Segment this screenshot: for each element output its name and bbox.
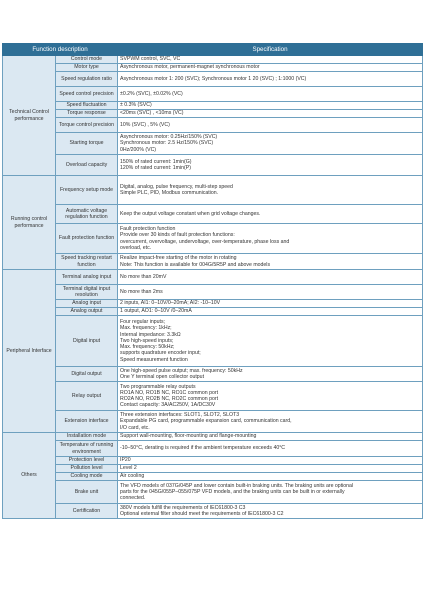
specification-cell xyxy=(118,87,423,102)
spec-line: SVPWM control, SVC, VC xyxy=(120,56,181,63)
table-row xyxy=(3,110,423,118)
specification-cell xyxy=(118,285,423,300)
specification-cell xyxy=(118,316,423,367)
spec-line: Support wall-mounting, floor-mounting and flange-mounting xyxy=(120,433,257,440)
table-row xyxy=(3,87,423,102)
table-row xyxy=(3,56,423,64)
function-name-cell: Digital input xyxy=(56,316,118,367)
function-name-cell: Frequency setup mode xyxy=(56,176,118,205)
function-name-cell: Installation mode xyxy=(56,433,118,441)
specification-cell xyxy=(118,155,423,176)
spec-line: Note: This function is available for 004G/5R5P and above models xyxy=(120,261,271,268)
table-row xyxy=(3,176,423,205)
category-cell: Others xyxy=(3,433,56,519)
function-name-cell: Protection level xyxy=(56,457,118,465)
function-name-cell: Certification xyxy=(56,504,118,519)
function-name-cell: Brake unit xyxy=(56,481,118,504)
specification-cell xyxy=(118,367,423,382)
function-name-cell: Torque control precision xyxy=(56,118,118,133)
specification-cell xyxy=(118,300,423,308)
specification-cell xyxy=(118,102,423,110)
specification-cell xyxy=(118,176,423,205)
specification-cell xyxy=(118,504,423,519)
specification-cell xyxy=(118,56,423,64)
function-name-cell: Cooling mode xyxy=(56,473,118,481)
table-row xyxy=(3,316,423,367)
spec-line: overcurrent, overvoltage, undervoltage, over-temperature, phase loss and xyxy=(120,238,290,245)
spec-line: 150% of rated current: 1min(G) xyxy=(120,158,192,165)
spec-line: Keep the output voltage constant when grid voltage changes. xyxy=(120,210,261,217)
function-name-cell: Analog input xyxy=(56,300,118,308)
spec-line: Max. frequency: 50kHz; xyxy=(120,344,175,351)
spec-line: 2 inputs, AI1: 0–10V/0–20mA; AI2: -10–10V xyxy=(120,300,221,307)
category-cell: Technical Control performance xyxy=(3,56,56,176)
function-name-cell: Speed tracking restart function xyxy=(56,254,118,270)
spec-line: Level 2 xyxy=(120,465,137,472)
specification-cell xyxy=(118,205,423,224)
table-row xyxy=(3,64,423,72)
table-row xyxy=(3,411,423,433)
spec-table-container xyxy=(2,43,422,519)
spec-line: One high-speed pulse output; max. frequency: 50kHz xyxy=(120,367,243,374)
spec-line: RO1A NO, RO1B NC, RO1C common port xyxy=(120,389,219,396)
spec-line: 1 output, AO1: 0–10V /0–20mA xyxy=(120,308,192,315)
table-row xyxy=(3,72,423,87)
table-row xyxy=(3,382,423,411)
specification-cell xyxy=(118,133,423,155)
table-row xyxy=(3,473,423,481)
table-row xyxy=(3,504,423,519)
spec-line: -10–50°C, derating is required if the ambient temperature exceeds 40°C xyxy=(120,445,286,452)
spec-line: 380V models fulfill the requirements of IEC61800-3 C3 xyxy=(120,504,246,511)
table-row xyxy=(3,367,423,382)
table-row xyxy=(3,300,423,308)
specification-cell xyxy=(118,465,423,473)
header-specification: Specification xyxy=(118,44,423,56)
function-name-cell: Speed control precision xyxy=(56,87,118,102)
specification-cell xyxy=(118,72,423,87)
header-function-description: Function description xyxy=(3,44,118,56)
function-name-cell: Digital output xyxy=(56,367,118,382)
table-body xyxy=(3,56,423,519)
spec-line: Realize impact-free starting of the motor in rotating xyxy=(120,255,237,262)
table-row xyxy=(3,308,423,316)
specification-cell xyxy=(118,270,423,285)
spec-line: Two high-speed inputs; xyxy=(120,337,174,344)
spec-line: I/O card, etc. xyxy=(120,424,150,431)
specification-cell xyxy=(118,308,423,316)
table-header-row xyxy=(3,44,423,56)
function-name-cell: Control mode xyxy=(56,56,118,64)
function-name-cell: Terminal digital input resolution xyxy=(56,285,118,300)
spec-line: 0Hz/200% (VC) xyxy=(120,146,157,153)
specification-cell xyxy=(118,224,423,254)
table-row xyxy=(3,465,423,473)
function-name-cell: Relay output xyxy=(56,382,118,411)
spec-line: 10% (SVC) , 5% (VC) xyxy=(120,121,170,128)
table-row xyxy=(3,441,423,457)
spec-line: Three extension interfaces: SLOT1, SLOT2, SLOT3 xyxy=(120,412,240,419)
category-cell: Peripheral Interface xyxy=(3,270,56,433)
table-row xyxy=(3,270,423,285)
spec-line: Optional external filter should meet the requirements of IEC61800-3 C2 xyxy=(120,511,284,517)
function-name-cell: Extension interface xyxy=(56,411,118,433)
specification-cell xyxy=(118,64,423,72)
function-name-cell: Speed fluctuation xyxy=(56,102,118,110)
function-name-cell: Starting torque xyxy=(56,133,118,155)
spec-line: Internal impedance: 3.3kΩ xyxy=(120,331,181,338)
spec-line: parts for the 045G/055P–055/075P VFD models, and the braking units can be built in or externally xyxy=(120,488,345,495)
spec-line: ± 0.3% (SVC) xyxy=(120,102,152,109)
spec-line: ±0.2% (SVC), ±0.02% (VC) xyxy=(120,90,183,97)
category-cell: Running control performance xyxy=(3,176,56,270)
spec-line: Speed measurement function xyxy=(120,356,188,363)
function-name-cell: Torque response xyxy=(56,110,118,118)
spec-line: IP20 xyxy=(120,457,131,464)
function-name-cell: Fault protection function xyxy=(56,224,118,254)
specification-cell xyxy=(118,441,423,457)
spec-line: No more than 2ms xyxy=(120,288,163,295)
function-name-cell: Overload capacity xyxy=(56,155,118,176)
specification-cell xyxy=(118,411,423,433)
spec-line: Max. frequency: 1kHz; xyxy=(120,325,172,332)
spec-line: connected. xyxy=(120,495,146,502)
specification-cell xyxy=(118,481,423,504)
table-row xyxy=(3,102,423,110)
function-name-cell: Motor type xyxy=(56,64,118,72)
function-name-cell: Speed regulation ratio xyxy=(56,72,118,87)
spec-line: Air cooling xyxy=(120,473,145,480)
spec-line: The VFD models of 037G/045P and lower contain built-in braking units. The braking units are optional xyxy=(120,482,354,489)
spec-line: 120% of rated current: 1min(P) xyxy=(120,165,191,171)
spec-line: Asynchronous motor: 0.25Hz/150% (SVC) xyxy=(120,134,218,141)
table-row xyxy=(3,133,423,155)
spec-line: One Y terminal open collector output xyxy=(120,374,205,380)
spec-line: Two programmable relay outputs xyxy=(120,383,196,390)
spec-line: RO2A NO, RO2B NC, RO2C common port xyxy=(120,396,219,402)
spec-line: <20ms (SVC) , <10ms (VC) xyxy=(120,110,184,117)
spec-line: No more than 20mV xyxy=(120,273,167,280)
spec-line: supports quadrature encoder input; xyxy=(120,350,201,357)
function-name-cell: Temperature of running environment xyxy=(56,441,118,457)
spec-line: Synchronous motor: 2.5 Hz/150% (SVC) xyxy=(120,140,214,147)
table-row xyxy=(3,118,423,133)
spec-line: Asynchronous motor 1: 200 (SVC); Synchronous motor 1 20 (SVC) ; 1:1000 (VC) xyxy=(120,75,307,82)
table-row xyxy=(3,433,423,441)
function-name-cell: Terminal analog input xyxy=(56,270,118,285)
spec-line: Fault protection function xyxy=(120,226,176,233)
table-row xyxy=(3,285,423,300)
specification-cell xyxy=(118,457,423,465)
table-row xyxy=(3,254,423,270)
spec-line: Contact capacity: 3A/AC250V, 1A/DC30V xyxy=(120,402,216,409)
spec-line: Digital, analog, pulse frequency, multi-step speed xyxy=(120,183,233,190)
spec-line: Simple PLC, PID, Modbus communication. xyxy=(120,190,219,196)
spec-line: Expandable PG card, programmable expansion card, communication card, xyxy=(120,418,292,425)
specification-cell xyxy=(118,118,423,133)
function-name-cell: Automatic voltage regulation function xyxy=(56,205,118,224)
spec-table xyxy=(2,43,423,519)
table-row xyxy=(3,224,423,254)
specification-cell xyxy=(118,433,423,441)
specification-cell xyxy=(118,110,423,118)
spec-line: Asynchronous motor, permanent-magnet synchronous motor xyxy=(120,64,260,71)
table-row xyxy=(3,205,423,224)
table-row xyxy=(3,457,423,465)
spec-line: Four regular inputs; xyxy=(120,319,165,326)
table-row xyxy=(3,155,423,176)
table-row xyxy=(3,481,423,504)
specification-cell xyxy=(118,254,423,270)
spec-line: overload, etc. xyxy=(120,244,152,251)
function-name-cell: Pollution level xyxy=(56,465,118,473)
function-name-cell: Analog output xyxy=(56,308,118,316)
specification-cell xyxy=(118,473,423,481)
spec-line: Provide over 30 kinds of fault protection functions: xyxy=(120,232,235,239)
specification-cell xyxy=(118,382,423,411)
